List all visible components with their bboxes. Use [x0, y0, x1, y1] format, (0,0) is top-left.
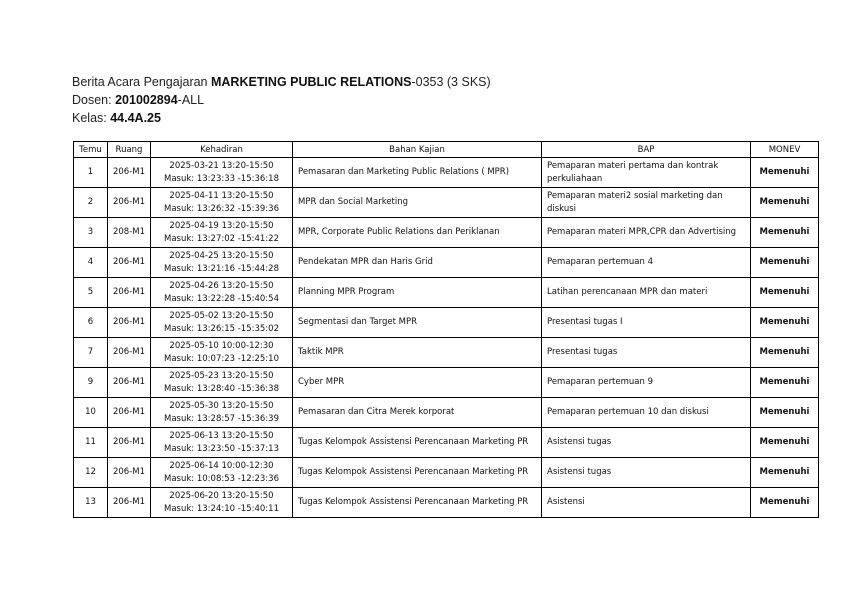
table-row: [74, 188, 819, 218]
cell-kehadiran: [151, 398, 293, 428]
cell-bap: Asistensi tugas: [542, 428, 751, 458]
header-bap: BAP: [542, 142, 751, 158]
cell-bahan-kajian: Tugas Kelompok Assistensi Perencanaan Marketing PR: [293, 458, 542, 488]
cell-bap: Pemaparan pertemuan 10 dan diskusi: [542, 398, 751, 428]
cell-temu: 11: [74, 428, 108, 458]
cell-temu: 2: [74, 188, 108, 218]
cell-ruang: 208-M1: [108, 218, 151, 248]
cell-bahan-kajian: Pemasaran dan Citra Merek korporat: [293, 398, 542, 428]
document-header: [72, 73, 491, 127]
cell-monev: Memenuhi: [751, 218, 819, 248]
cell-ruang: 206-M1: [108, 278, 151, 308]
cell-monev: Memenuhi: [751, 278, 819, 308]
cell-bahan-kajian: Taktik MPR: [293, 338, 542, 368]
table-row: [74, 308, 819, 338]
kelas-label: Kelas:: [72, 111, 111, 125]
cell-kehadiran: [151, 428, 293, 458]
course-name: MARKETING PUBLIC RELATIONS: [210, 75, 412, 89]
table-row: [74, 158, 819, 188]
cell-temu: 4: [74, 248, 108, 278]
course-suffix: -0353 (3 SKS): [411, 75, 491, 89]
kehadiran-masuk: Masuk: 13:28:57 -15:36:39: [164, 413, 279, 424]
dosen-label: Dosen:: [72, 93, 116, 107]
cell-bahan-kajian: Cyber MPR: [293, 368, 542, 398]
cell-ruang: 206-M1: [108, 398, 151, 428]
cell-bahan-kajian: Tugas Kelompok Assistensi Perencanaan Marketing PR: [293, 428, 542, 458]
cell-bahan-kajian: MPR dan Social Marketing: [293, 188, 542, 218]
kehadiran-masuk: Masuk: 13:24:10 -15:40:11: [164, 503, 279, 514]
kehadiran-masuk: Masuk: 13:26:32 -15:39:36: [164, 203, 279, 214]
cell-ruang: 206-M1: [108, 158, 151, 188]
cell-monev: Memenuhi: [751, 428, 819, 458]
cell-ruang: 206-M1: [108, 458, 151, 488]
cell-kehadiran: [151, 158, 293, 188]
kehadiran-jadwal: 2025-05-02 13:20-15:50: [169, 311, 274, 321]
cell-temu: 13: [74, 488, 108, 518]
table-row: [74, 488, 819, 518]
kehadiran-jadwal: 2025-05-10 10:00-12:30: [169, 341, 274, 351]
cell-monev: Memenuhi: [751, 458, 819, 488]
table-row: [74, 218, 819, 248]
cell-monev: Memenuhi: [751, 158, 819, 188]
cell-kehadiran: [151, 458, 293, 488]
cell-bap: Presentasi tugas I: [542, 308, 751, 338]
cell-bap: Latihan perencanaan MPR dan materi: [542, 278, 751, 308]
header-kehadiran: Kehadiran: [151, 142, 293, 158]
cell-kehadiran: [151, 308, 293, 338]
kehadiran-masuk: Masuk: 13:22:28 -15:40:54: [164, 293, 279, 304]
dosen-suffix: -ALL: [177, 93, 205, 107]
header-monev: MONEV: [751, 142, 819, 158]
cell-bahan-kajian: Segmentasi dan Target MPR: [293, 308, 542, 338]
cell-bap: Pemaparan pertemuan 9: [542, 368, 751, 398]
cell-kehadiran: [151, 278, 293, 308]
course-line: [72, 73, 491, 91]
kehadiran-jadwal: 2025-04-11 13:20-15:50: [169, 191, 274, 201]
cell-kehadiran: [151, 248, 293, 278]
table-row: [74, 248, 819, 278]
kehadiran-jadwal: 2025-06-20 13:20-15:50: [169, 491, 274, 501]
cell-bap: Pemaparan materi pertama dan kontrak perkuliahaan: [542, 158, 751, 188]
cell-monev: Memenuhi: [751, 398, 819, 428]
cell-temu: 10: [74, 398, 108, 428]
cell-ruang: 206-M1: [108, 308, 151, 338]
cell-temu: 7: [74, 338, 108, 368]
cell-temu: 3: [74, 218, 108, 248]
cell-monev: Memenuhi: [751, 188, 819, 218]
header-ruang: Ruang: [108, 142, 151, 158]
cell-kehadiran: [151, 218, 293, 248]
dosen-line: [72, 91, 491, 109]
table-row: [74, 398, 819, 428]
cell-temu: 1: [74, 158, 108, 188]
cell-bahan-kajian: Pendekatan MPR dan Haris Grid: [293, 248, 542, 278]
cell-kehadiran: [151, 338, 293, 368]
cell-bap: Pemaparan materi2 sosial marketing dan diskusi: [542, 188, 751, 218]
dosen-id: 201002894: [115, 93, 178, 107]
cell-bap: Presentasi tugas: [542, 338, 751, 368]
table-row: [74, 338, 819, 368]
cell-kehadiran: [151, 188, 293, 218]
kehadiran-jadwal: 2025-04-19 13:20-15:50: [169, 221, 274, 231]
kehadiran-masuk: Masuk: 13:23:50 -15:37:13: [164, 443, 279, 454]
kehadiran-jadwal: 2025-05-23 13:20-15:50: [169, 371, 274, 381]
header-temu: Temu: [74, 142, 108, 158]
cell-monev: Memenuhi: [751, 248, 819, 278]
table-row: [74, 368, 819, 398]
kehadiran-masuk: Masuk: 13:21:16 -15:44:28: [164, 263, 279, 274]
cell-ruang: 206-M1: [108, 248, 151, 278]
kehadiran-masuk: Masuk: 13:28:40 -15:36:38: [164, 383, 279, 394]
cell-temu: 6: [74, 308, 108, 338]
cell-ruang: 206-M1: [108, 488, 151, 518]
cell-bap: Asistensi tugas: [542, 458, 751, 488]
cell-monev: Memenuhi: [751, 338, 819, 368]
table-row: [74, 458, 819, 488]
kelas-value: 44.4A.25: [110, 111, 161, 125]
cell-bap: Pemaparan materi MPR,CPR dan Advertising: [542, 218, 751, 248]
cell-temu: 5: [74, 278, 108, 308]
kehadiran-masuk: Masuk: 10:08:53 -12:23:36: [164, 473, 279, 484]
cell-bahan-kajian: Pemasaran dan Marketing Public Relations ( MPR): [293, 158, 542, 188]
cell-ruang: 206-M1: [108, 368, 151, 398]
cell-temu: 9: [74, 368, 108, 398]
kelas-line: [72, 109, 491, 127]
kehadiran-jadwal: 2025-04-25 13:20-15:50: [169, 251, 274, 261]
kehadiran-masuk: Masuk: 13:26:15 -15:35:02: [164, 323, 279, 334]
kehadiran-masuk: Masuk: 10:07:23 -12:25:10: [164, 353, 279, 364]
cell-ruang: 206-M1: [108, 338, 151, 368]
kehadiran-jadwal: 2025-04-26 13:20-15:50: [169, 281, 274, 291]
kehadiran-masuk: Masuk: 13:27:02 -15:41:22: [164, 233, 279, 244]
header-bahan-kajian: Bahan Kajian: [293, 142, 542, 158]
cell-temu: 12: [74, 458, 108, 488]
cell-bahan-kajian: Tugas Kelompok Assistensi Perencanaan Marketing PR: [293, 488, 542, 518]
cell-ruang: 206-M1: [108, 188, 151, 218]
cell-bap: Pemaparan pertemuan 4: [542, 248, 751, 278]
kehadiran-masuk: Masuk: 13:23:33 -15:36:18: [164, 173, 279, 184]
cell-kehadiran: [151, 488, 293, 518]
kehadiran-jadwal: 2025-05-30 13:20-15:50: [169, 401, 274, 411]
cell-kehadiran: [151, 368, 293, 398]
cell-bahan-kajian: Planning MPR Program: [293, 278, 542, 308]
kehadiran-jadwal: 2025-06-13 13:20-15:50: [169, 431, 274, 441]
table-header-row: [74, 142, 819, 158]
attendance-table: [73, 141, 819, 518]
cell-bap: Asistensi: [542, 488, 751, 518]
kehadiran-jadwal: 2025-03-21 13:20-15:50: [169, 161, 274, 171]
cell-ruang: 206-M1: [108, 428, 151, 458]
table-row: [74, 278, 819, 308]
cell-bahan-kajian: MPR, Corporate Public Relations dan Periklanan: [293, 218, 542, 248]
kehadiran-jadwal: 2025-06-14 10:00-12:30: [169, 461, 274, 471]
table-row: [74, 428, 819, 458]
cell-monev: Memenuhi: [751, 308, 819, 338]
course-prefix: Berita Acara Pengajaran: [72, 75, 211, 89]
cell-monev: Memenuhi: [751, 368, 819, 398]
cell-monev: Memenuhi: [751, 488, 819, 518]
